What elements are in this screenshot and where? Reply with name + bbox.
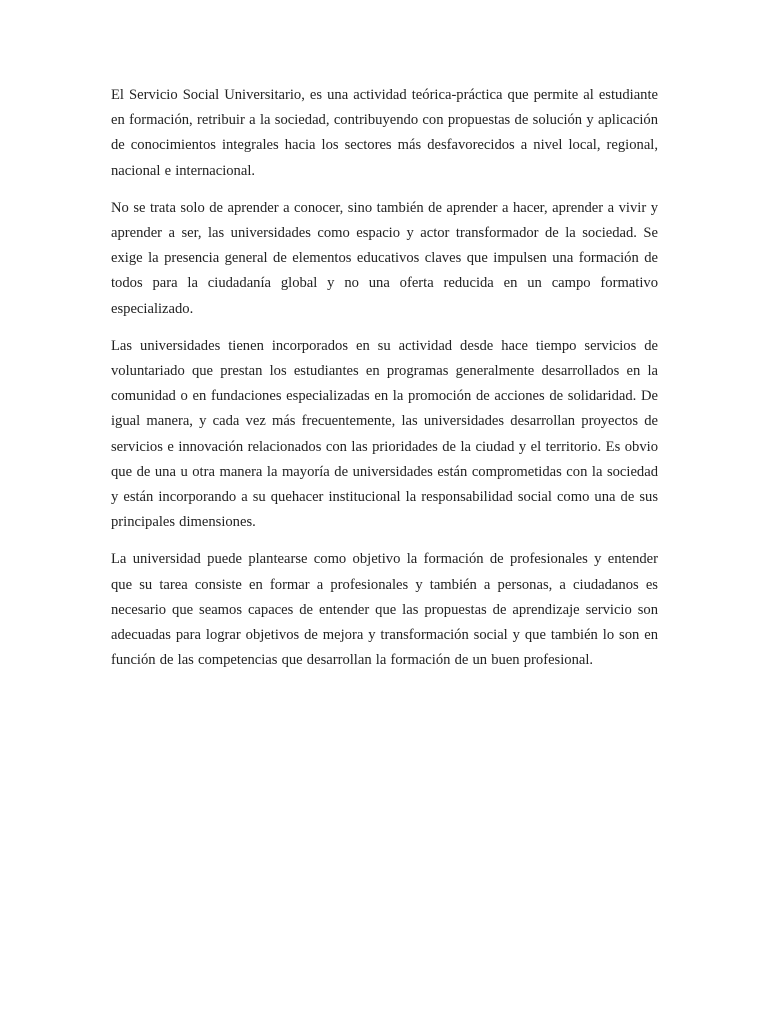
paragraph-2: No se trata solo de aprender a conocer, sino también de aprender a hacer, aprender a vivir y aprender a ser, las universidades como espacio y actor transformador de la sociedad. Se exige la presencia general de elementos educativos claves que impulsen una formación de todos para la ciudadanía global y no una oferta reducida en un campo formativo especializado. [111, 199, 658, 317]
paragraph-3: Las universidades tienen incorporados en su actividad desde hace tiempo servicios de voluntariado que prestan los estudiantes en programas generalmente desarrollados en la comunidad o en fundaciones especializadas en la promoción de acciones de solidaridad. De igual manera, y cada vez más frecuentemente, las universidades desarrollan proyectos de servicios e innovación relacionados con las prioridades de la ciudad y el territorio. Es obvio que de una u otra manera la mayoría de universidades están comprometidas con la sociedad y están incorporando a su quehacer institucional la responsabilidad social como una de sus principales dimensiones. [111, 337, 658, 531]
document-body [111, 83, 658, 685]
paragraph-4: La universidad puede plantearse como objetivo la formación de profesionales y entender que su tarea consiste en formar a profesionales y también a personas, a ciudadanos es necesario que seamos capaces de entender que las propuestas de aprendizaje servicio son adecuadas para lograr objetivos de mejora y transformación social y que también lo son en función de las competencias que desarrollan la formación de un buen profesional. [111, 551, 658, 669]
paragraph-1: El Servicio Social Universitario, es una actividad teórica-práctica que permite al estudiante en formación, retribuir a la sociedad, contribuyendo con propuestas de solución y aplicación de conocimientos integrales hacia los sectores más desfavorecidos a nivel local, regional, nacional e internacional. [111, 87, 658, 179]
